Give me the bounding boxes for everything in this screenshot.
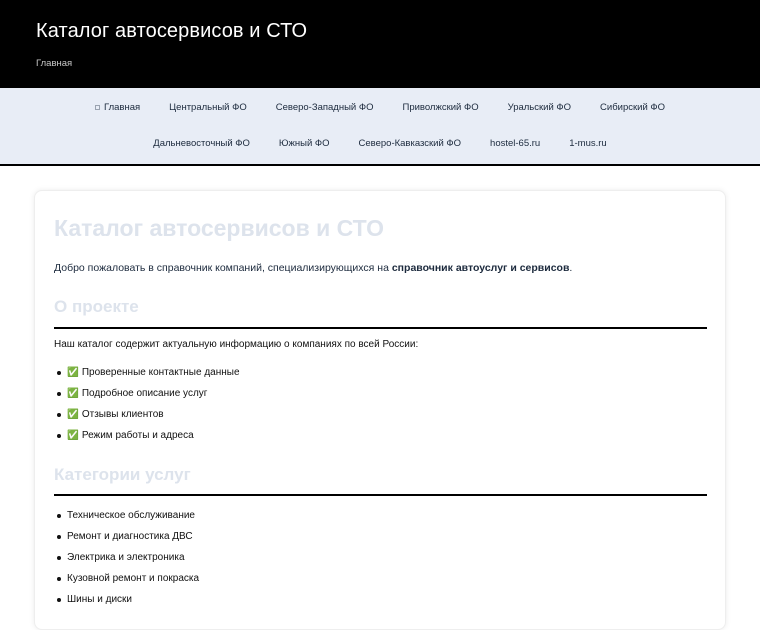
breadcrumb-home[interactable]: Главная bbox=[36, 58, 73, 69]
list-item-text: Режим работы и адреса bbox=[81, 430, 194, 441]
features-list bbox=[54, 366, 240, 450]
bullet-icon bbox=[57, 514, 61, 518]
nav-item-central-fo[interactable]: Центральный ФО bbox=[169, 102, 247, 113]
home-icon bbox=[95, 105, 100, 110]
nav-item-1-mus[interactable]: 1-mus.ru bbox=[569, 138, 607, 149]
nav-item-south-fo[interactable]: Южный ФО bbox=[278, 138, 330, 149]
bullet-icon bbox=[57, 577, 61, 581]
categories-list bbox=[54, 509, 199, 614]
about-heading: О проекте bbox=[54, 297, 139, 316]
bullet-icon bbox=[57, 371, 61, 375]
list-item-text: Отзывы клиентов bbox=[81, 409, 164, 420]
nav-row-2 bbox=[0, 138, 760, 149]
list-item bbox=[54, 366, 240, 387]
bullet-icon bbox=[57, 556, 61, 560]
list-item bbox=[54, 509, 199, 530]
list-item bbox=[54, 593, 199, 614]
nav-item-north-caucasus-fo[interactable]: Северо-Кавказский ФО bbox=[358, 138, 462, 149]
nav-item-siberian-fo[interactable]: Сибирский ФО bbox=[600, 102, 666, 113]
nav-item-northwest-fo[interactable]: Северо-Западный ФО bbox=[275, 102, 374, 113]
site-header bbox=[0, 0, 760, 88]
nav-row-1 bbox=[0, 102, 760, 113]
intro-prefix: Добро пожаловать в справочник компаний, специализирующихся на bbox=[54, 262, 392, 274]
page-title: Каталог автосервисов и СТО bbox=[54, 215, 385, 241]
intro-highlight: справочник автоуслуг и сервисов bbox=[391, 262, 570, 274]
list-item-text: Кузовной ремонт и покраска bbox=[67, 573, 200, 584]
list-item bbox=[54, 551, 199, 572]
bullet-icon bbox=[57, 434, 61, 438]
list-item-text: Электрика и электроника bbox=[67, 552, 185, 563]
section-divider bbox=[54, 494, 707, 496]
list-item bbox=[54, 530, 199, 551]
check-icon: ✅ bbox=[67, 367, 79, 378]
intro-text bbox=[54, 262, 572, 274]
nav-item-hostel-65[interactable]: hostel-65.ru bbox=[490, 138, 541, 149]
list-item-text: Ремонт и диагностика ДВС bbox=[67, 531, 193, 542]
list-item-text: Шины и диски bbox=[67, 594, 132, 605]
check-icon: ✅ bbox=[67, 388, 79, 399]
main-navigation bbox=[0, 88, 760, 166]
site-title[interactable]: Каталог автосервисов и СТО bbox=[36, 20, 308, 42]
nav-item-label: Главная bbox=[103, 102, 141, 113]
bullet-icon bbox=[57, 535, 61, 539]
check-icon: ✅ bbox=[67, 430, 79, 441]
nav-item-ural-fo[interactable]: Уральский ФО bbox=[507, 102, 572, 113]
list-item bbox=[54, 408, 240, 429]
section-divider bbox=[54, 327, 707, 329]
bullet-icon bbox=[57, 413, 61, 417]
list-item bbox=[54, 387, 240, 408]
categories-heading: Категории услуг bbox=[54, 465, 191, 484]
intro-suffix: . bbox=[569, 262, 573, 274]
nav-item-volga-fo[interactable]: Приволжский ФО bbox=[402, 102, 479, 113]
nav-item-home[interactable] bbox=[80, 102, 154, 113]
check-icon: ✅ bbox=[67, 409, 79, 420]
nav-item-fareast-fo[interactable]: Дальневосточный ФО bbox=[153, 138, 250, 149]
list-item bbox=[54, 429, 240, 450]
list-item-text: Проверенные контактные данные bbox=[81, 367, 240, 378]
list-item-text: Подробное описание услуг bbox=[81, 388, 208, 399]
about-text: Наш каталог содержит актуальную информацию о компаниях по всей России: bbox=[54, 339, 419, 350]
bullet-icon bbox=[57, 392, 61, 396]
content-card bbox=[34, 190, 726, 630]
list-item-text: Техническое обслуживание bbox=[67, 510, 195, 521]
list-item bbox=[54, 572, 199, 593]
bullet-icon bbox=[57, 598, 61, 602]
